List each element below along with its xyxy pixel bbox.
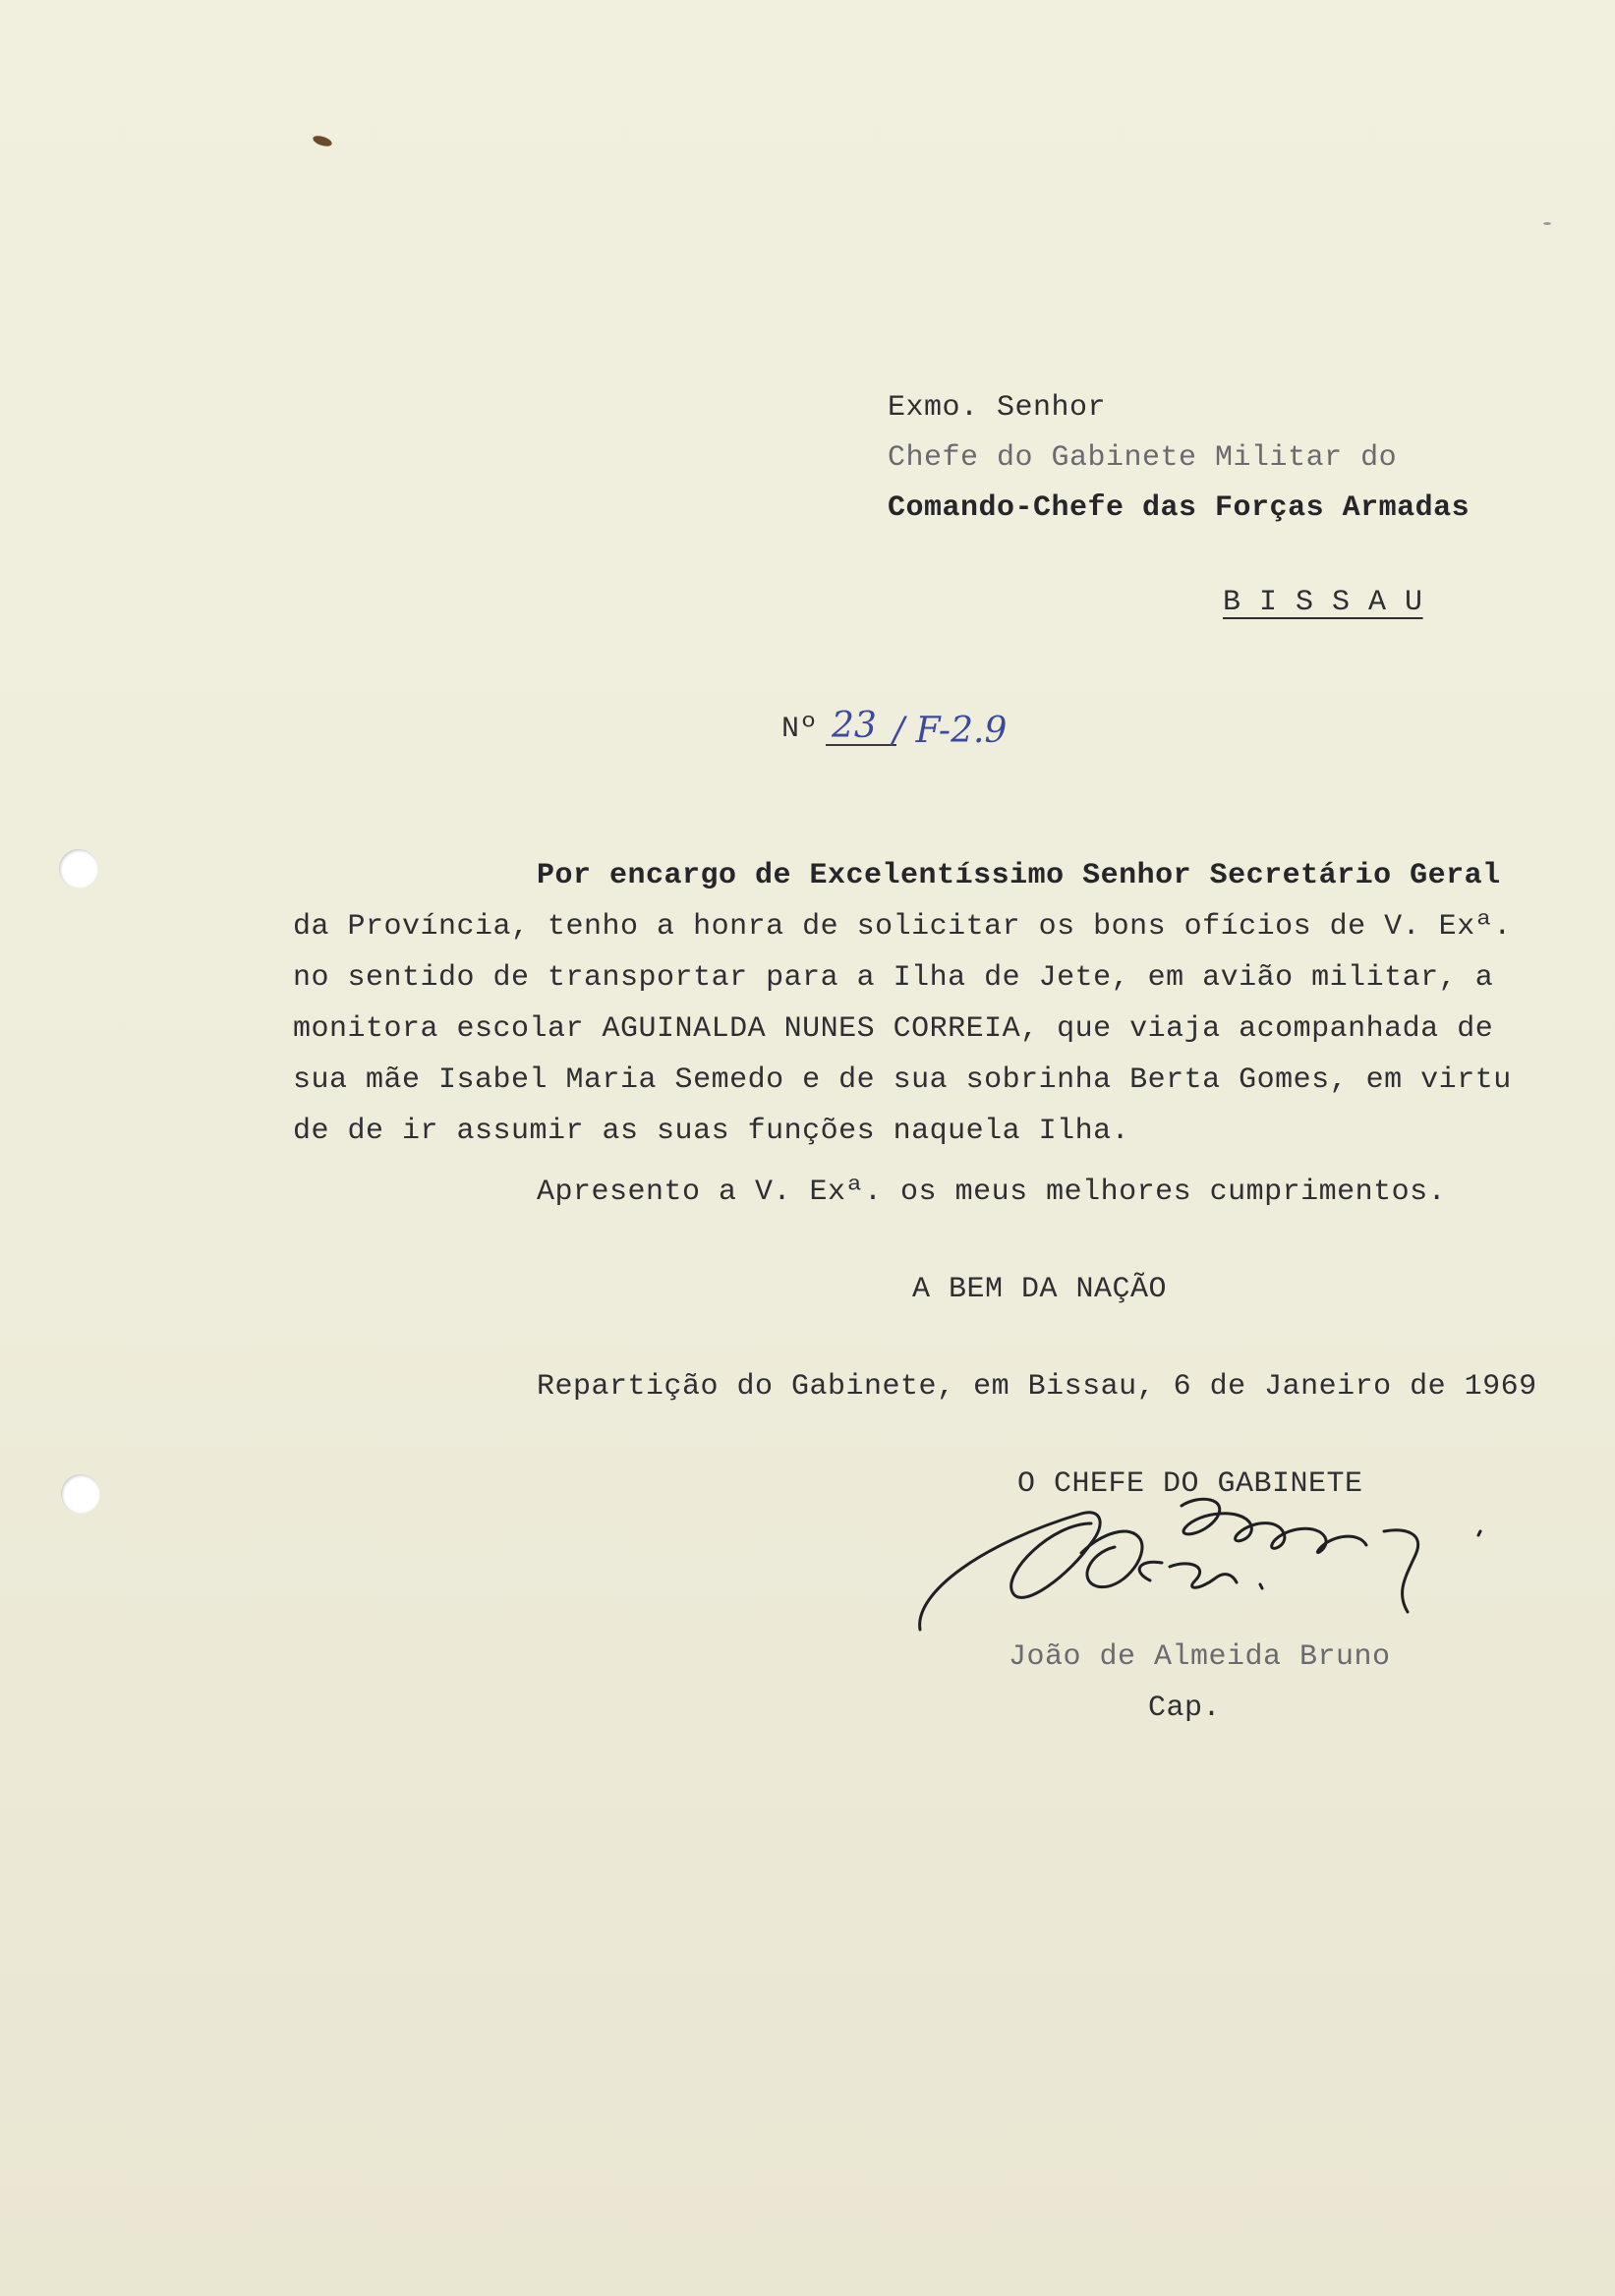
motto: A BEM DA NAÇÃO: [912, 1273, 1168, 1306]
reference-number: 23: [832, 706, 877, 746]
signature-title: O CHEFE DO GABINETE: [1017, 1467, 1363, 1501]
addressee-line-2: Chefe do Gabinete Militar do: [888, 441, 1398, 475]
addressee-city: B I S S A U: [1223, 586, 1423, 619]
closing-line: Apresento a V. Exª. os meus melhores cumprimentos.: [537, 1176, 1447, 1209]
body-line-4: monitora escolar AGUINALDA NUNES CORREIA, que viaja acompanhada de: [293, 1012, 1494, 1046]
handwritten-signature: [904, 1464, 1494, 1641]
addressee-line-3: Comando-Chefe das Forças Armadas: [888, 491, 1471, 525]
punch-hole: [59, 849, 98, 889]
signatory-rank: Cap.: [1148, 1692, 1222, 1725]
body-line-2: da Província, tenho a honra de solicitar os bons ofícios de V. Exª.: [293, 910, 1512, 944]
body-line-6: de de ir assumir as suas funções naquela Ilha.: [293, 1115, 1130, 1148]
paper-speck: [1543, 222, 1551, 225]
signatory-name: João de Almeida Bruno: [1009, 1640, 1391, 1674]
body-line-5: sua mãe Isabel Maria Semedo e de sua sobrinha Berta Gomes, em virtu: [293, 1063, 1512, 1097]
addressee-line-1: Exmo. Senhor: [888, 391, 1107, 425]
reference-prefix: Nº: [781, 713, 819, 746]
reference-code: / F-2.9: [893, 711, 1008, 751]
punch-hole: [61, 1474, 100, 1514]
body-line-3: no sentido de transportar para a Ilha de Jete, em avião militar, a: [293, 961, 1494, 995]
body-line-1: Por encargo de Excelentíssimo Senhor Secretário Geral: [537, 859, 1501, 892]
paper-speck: [312, 134, 333, 148]
place-date: Repartição do Gabinete, em Bissau, 6 de Janeiro de 1969: [537, 1370, 1537, 1404]
